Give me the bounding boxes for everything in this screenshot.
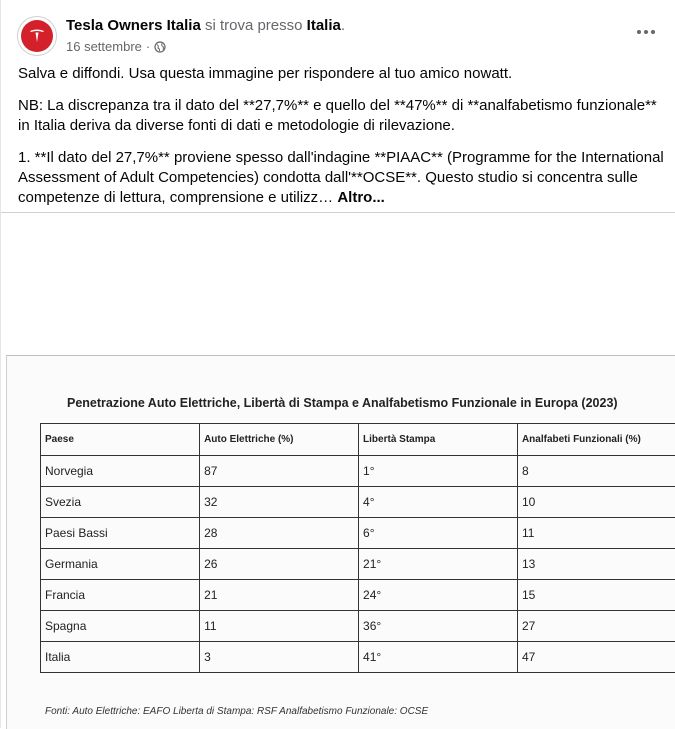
table-cell: 87 [200,456,359,487]
table-cell: 21 [200,580,359,611]
table-cell: 3 [200,642,359,673]
tesla-logo-icon [21,20,53,52]
table-cell: 21° [359,549,518,580]
table-cell: Germania [41,549,200,580]
table-row [41,456,675,487]
table-cell: 6° [359,518,518,549]
table-cell: 32 [200,487,359,518]
table-cell: 11 [200,611,359,642]
table-cell: Francia [41,580,200,611]
connector-text: si trova presso [205,17,303,34]
table-cell: 41° [359,642,518,673]
post-meta [66,39,166,54]
post-date[interactable]: 16 settembre [66,39,142,54]
table-cell: 26 [200,549,359,580]
table-cell: 13 [517,549,675,580]
table-cell: 15 [517,580,675,611]
table-cell: 8 [517,456,675,487]
post-paragraph: NB: La discrepanza tra il dato del **27,7%** e quello del **47%** di **analfabetismo funzionale** in Italia deriva da diverse fonti di dati e metodologie di rilevazione. [18,96,666,136]
table-header-row [41,424,675,456]
table-cell: 47 [517,642,675,673]
table-cell: 11 [517,518,675,549]
table-cell: 4° [359,487,518,518]
column-header: Paese [41,424,200,456]
post-paragraph-text: 1. **Il dato del 27,7%** proviene spesso dall'indagine **PIAAC** (Programme for the International Assessment of Adult Competencies) condotta dall'**OCSE**. Questo studio si concentra sulle competenze di lettura, comprensione e utilizz… [18,149,664,206]
table-cell: 10 [517,487,675,518]
meta-separator: · [146,39,150,54]
table-cell: Italia [41,642,200,673]
post-header [66,17,345,35]
column-header: Libertà Stampa [359,424,518,456]
table-cell: Paesi Bassi [41,518,200,549]
author-name[interactable]: Tesla Owners Italia [66,17,201,34]
location-dot: . [341,17,345,34]
table-row [41,487,675,518]
more-options-icon[interactable] [637,26,661,38]
location-link[interactable]: Italia [307,17,341,34]
table-cell: 1° [359,456,518,487]
column-header: Analfabeti Funzionali (%) [517,424,675,456]
post-paragraph [18,148,666,208]
table-row [41,580,675,611]
table-cell: Spagna [41,611,200,642]
column-header: Auto Elettriche (%) [200,424,359,456]
post-image[interactable] [1,213,675,728]
table-row [41,518,675,549]
post-paragraph: Salva e diffondi. Usa questa immagine per rispondere al tuo amico nowatt. [18,64,666,84]
table-cell: 27 [517,611,675,642]
avatar[interactable] [17,16,57,56]
table-cell: 28 [200,518,359,549]
table-document [6,355,675,729]
table-row [41,642,675,673]
globe-icon[interactable] [154,41,166,53]
table-row [41,611,675,642]
table-cell: Norvegia [41,456,200,487]
table-cell: Svezia [41,487,200,518]
data-table [40,423,675,673]
table-row [41,549,675,580]
table-cell: 24° [359,580,518,611]
see-more-link[interactable]: Altro... [337,189,385,206]
post-body [18,64,666,220]
table-cell: 36° [359,611,518,642]
table-title: Penetrazione Auto Elettriche, Libertà di Stampa e Analfabetismo Funzionale in Europa (2023) [67,396,618,410]
sources-note: Fonti: Auto Elettriche: EAFO Liberta di Stampa: RSF Analfabetismo Funzionale: OCSE [45,706,428,717]
